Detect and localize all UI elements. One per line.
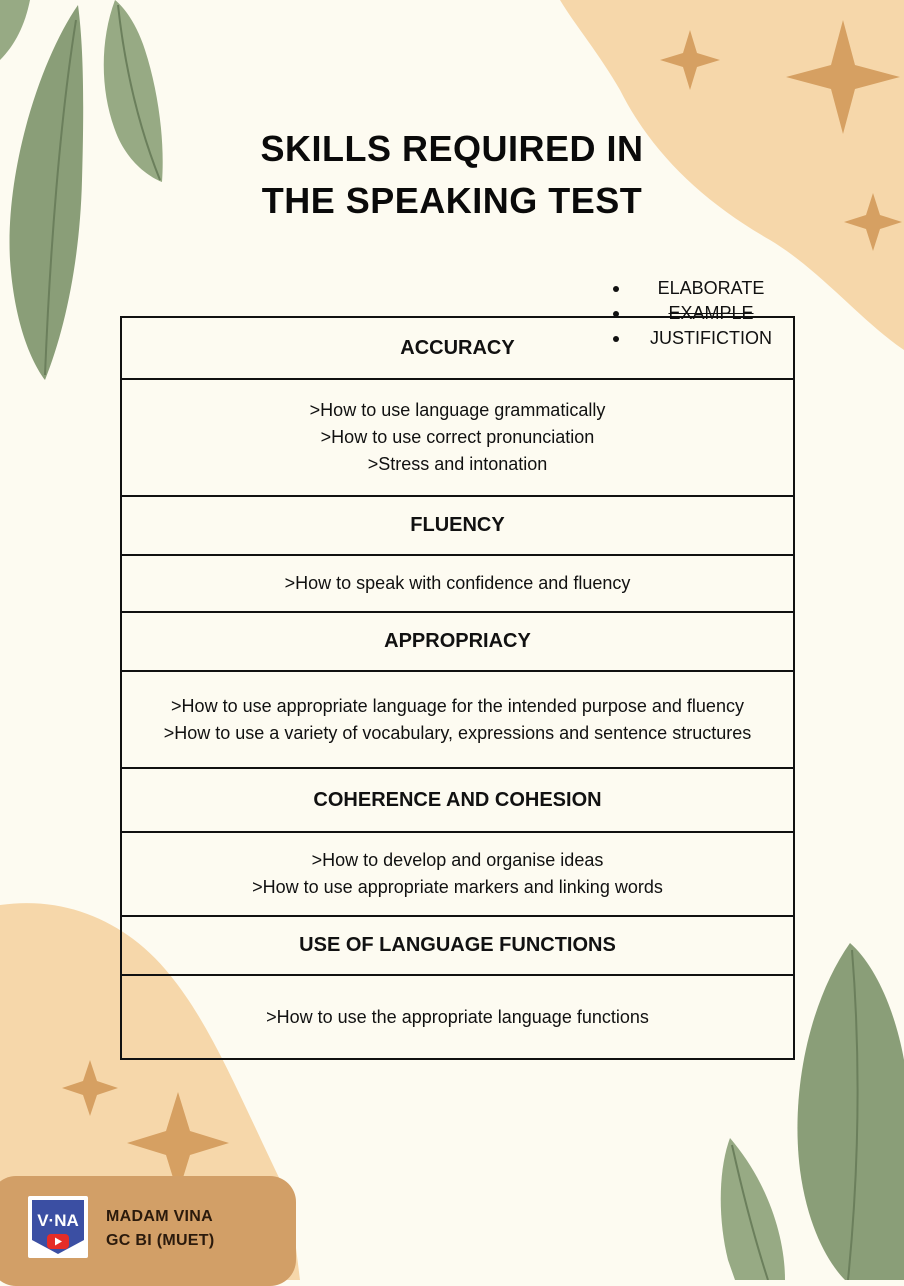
logo-text: V·NA [37, 1211, 79, 1230]
section-heading-language-functions: USE OF LANGUAGE FUNCTIONS [121, 916, 794, 975]
page-title-line-1: SKILLS REQUIRED IN [260, 128, 644, 169]
channel-logo [28, 1196, 88, 1258]
skills-table [120, 316, 795, 1060]
youtube-play-icon [47, 1234, 69, 1249]
table-row [121, 555, 794, 612]
leaf-icon [0, 0, 30, 60]
list-item: EXAMPLE [612, 301, 792, 326]
section-desc-fluency: >How to speak with confidence and fluency [121, 555, 794, 612]
list-item: ELABORATE [612, 276, 792, 301]
list-item: JUSTIFICTION [612, 326, 792, 351]
section-desc-language-functions: >How to use the appropriate language functions [121, 975, 794, 1059]
section-desc-accuracy: >How to use language grammatically >How to use correct pronunciation >Stress and intonation [121, 379, 794, 496]
leaf-icon [721, 1138, 785, 1280]
table-row [121, 671, 794, 768]
section-heading-appropriacy: APPROPRIACY [121, 612, 794, 671]
section-heading-fluency: FLUENCY [121, 496, 794, 555]
author-role: GC BI (MUET) [106, 1232, 215, 1249]
notes-list [612, 276, 792, 351]
section-heading-accuracy: ACCURACY [121, 317, 794, 379]
table-row [121, 496, 794, 555]
table-row [121, 379, 794, 496]
section-desc-appropriacy: >How to use appropriate language for the intended purpose and fluency >How to use a variety of vocabulary, expressions and sentence structures [121, 671, 794, 768]
table-row [121, 768, 794, 832]
section-desc-coherence: >How to develop and organise ideas >How to use appropriate markers and linking words [121, 832, 794, 916]
section-heading-coherence: COHERENCE AND COHESION [121, 768, 794, 832]
table-row [121, 975, 794, 1059]
page-title-line-2: THE SPEAKING TEST [261, 180, 643, 221]
table-row [121, 916, 794, 975]
table-row [121, 612, 794, 671]
table-row [121, 832, 794, 916]
author-name: MADAM VINA [106, 1208, 213, 1225]
leaf-icon [797, 943, 904, 1280]
